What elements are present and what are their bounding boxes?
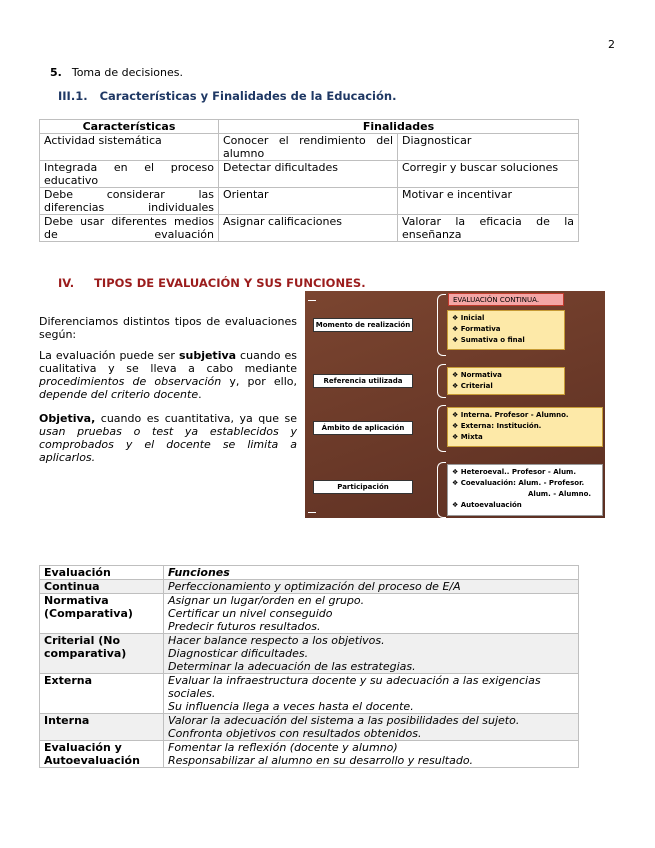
table-cell: Asignar un lugar/orden en el grupo. Certificar un nivel conseguido Predecir futuros resultados.	[164, 594, 579, 634]
table-row	[40, 594, 579, 634]
list-item: ❖ Interna. Profesor - Alumno.	[452, 411, 569, 419]
table-cell: Evaluar la infraestructura docente y su adecuación a las exigencias sociales. Su influencia llega a veces hasta el docente.	[164, 674, 579, 714]
brace-group-4	[437, 462, 446, 518]
subjective-paragraph	[39, 349, 297, 401]
group-2-box	[447, 367, 565, 395]
text-run: y, por ello,	[221, 375, 298, 388]
table-row	[40, 674, 579, 714]
table-cell: Interna	[40, 714, 164, 741]
category-participation: Participación	[313, 480, 413, 494]
text-run: .	[198, 388, 202, 401]
table-cell: Normativa (Comparativa)	[40, 594, 164, 634]
diagram-corner-mark	[308, 512, 316, 513]
category-moment: Momento de realización	[313, 318, 413, 332]
table-row	[40, 134, 579, 161]
list-item: ❖ Normativa	[452, 371, 502, 379]
table-cell: Asignar calificaciones	[219, 215, 398, 242]
heading-4-number: IV.	[58, 276, 75, 290]
table-cell: Perfeccionamiento y optimización del proceso de E/A	[164, 580, 579, 594]
text-run-bold: subjetiva	[178, 349, 237, 362]
category-scope: Ámbito de aplicación	[313, 421, 413, 435]
functions-table	[39, 565, 579, 768]
intro-paragraph: Diferenciamos distintos tipos de evaluaciones según:	[39, 315, 297, 341]
heading-4-text: TIPOS DE EVALUACIÓN Y SUS FUNCIONES.	[94, 276, 366, 290]
text-run: cuando es cualitativa y se lleva a cabo mediante	[39, 349, 297, 375]
list-item: ❖ Formativa	[452, 325, 501, 333]
heading-3-1	[58, 89, 396, 103]
table-row	[40, 634, 579, 674]
table-cell: Detectar dificultades	[219, 161, 398, 188]
table-cell: Hacer balance respecto a los objetivos. Diagnosticar dificultades. Determinar la adecuación de las estrategias.	[164, 634, 579, 674]
table2-header-evaluation: Evaluación	[40, 566, 164, 580]
objective-paragraph	[39, 412, 297, 464]
table-cell: Corregir y buscar soluciones	[398, 161, 579, 188]
table-cell: Fomentar la reflexión (docente y alumno) Responsabilizar al alumno en su desarrollo y resultado.	[164, 741, 579, 768]
continuous-evaluation-title: EVALUACIÓN CONTINUA.	[448, 293, 564, 306]
list-item: Alum. - Alumno.	[528, 490, 592, 498]
table-row	[40, 188, 579, 215]
table-row	[40, 580, 579, 594]
text-run-italic: usan pruebas o test ya establecidos y comprobados y el docente se limita a aplicarlos.	[39, 425, 297, 464]
characteristics-table	[39, 119, 579, 242]
table-cell: Motivar e incentivar	[398, 188, 579, 215]
list-item: ❖ Mixta	[452, 433, 483, 441]
brace-group-1	[437, 294, 446, 356]
list-item: ❖ Criterial	[452, 382, 493, 390]
heading-3-1-number: III.1.	[58, 89, 88, 103]
table-cell: Valorar la adecuación del sistema a las posibilidades del sujeto. Confronta objetivos con resultados obtenidos.	[164, 714, 579, 741]
table-row	[40, 215, 579, 242]
table-cell: Diagnosticar	[398, 134, 579, 161]
list-item: ❖ Sumativa o final	[452, 336, 525, 344]
table-cell: Continua	[40, 580, 164, 594]
table-cell: Evaluación y Autoevaluación	[40, 741, 164, 768]
list-item: ❖ Heteroeval.. Profesor - Alum.	[452, 468, 577, 476]
brace-group-2	[437, 364, 446, 398]
group-4-box	[447, 464, 603, 516]
list-item: ❖ Inicial	[452, 314, 485, 322]
text-run-bold: Objetiva,	[39, 412, 96, 425]
brace-group-3	[437, 405, 446, 452]
list-item: ❖ Autoevaluación	[452, 501, 522, 509]
table-cell: Debe considerar las diferencias individuales	[40, 188, 219, 215]
section-5	[50, 66, 183, 79]
table-cell: Orientar	[219, 188, 398, 215]
diagram-corner-mark	[308, 300, 316, 301]
table-cell: Conocer el rendimiento del alumno	[219, 134, 398, 161]
section-5-number: 5.	[50, 66, 62, 79]
section-5-text: Toma de decisiones.	[71, 66, 183, 79]
table2-header-functions: Funciones	[164, 566, 579, 580]
table-cell: Externa	[40, 674, 164, 714]
list-item: ❖ Externa: Institución.	[452, 422, 542, 430]
table-row	[40, 741, 579, 768]
text-run-italic: depende del criterio docente	[39, 388, 199, 401]
category-reference: Referencia utilizada	[313, 374, 413, 388]
table1-header-characteristics: Características	[40, 120, 219, 134]
text-run: La evaluación puede ser	[39, 349, 179, 362]
table-cell: Valorar la eficacia de la enseñanza	[398, 215, 579, 242]
text-run-italic: procedimientos de observación	[39, 375, 222, 388]
heading-4	[58, 276, 366, 290]
page-number: 2	[608, 38, 615, 51]
table-cell: Criterial (No comparativa)	[40, 634, 164, 674]
group-1-box	[447, 310, 565, 350]
text-run: cuando es cuantitativa, ya que se	[95, 412, 297, 425]
table1-header-purposes: Finalidades	[219, 120, 579, 134]
list-item: ❖ Coevaluación: Alum. - Profesor.	[452, 479, 585, 487]
table-cell: Actividad sistemática	[40, 134, 219, 161]
heading-3-1-text: Características y Finalidades de la Educación.	[99, 89, 397, 103]
table-cell: Integrada en el proceso educativo	[40, 161, 219, 188]
table-cell: Debe usar diferentes medios de evaluación	[40, 215, 219, 242]
table-row	[40, 161, 579, 188]
group-3-box	[447, 407, 603, 447]
table-row	[40, 714, 579, 741]
